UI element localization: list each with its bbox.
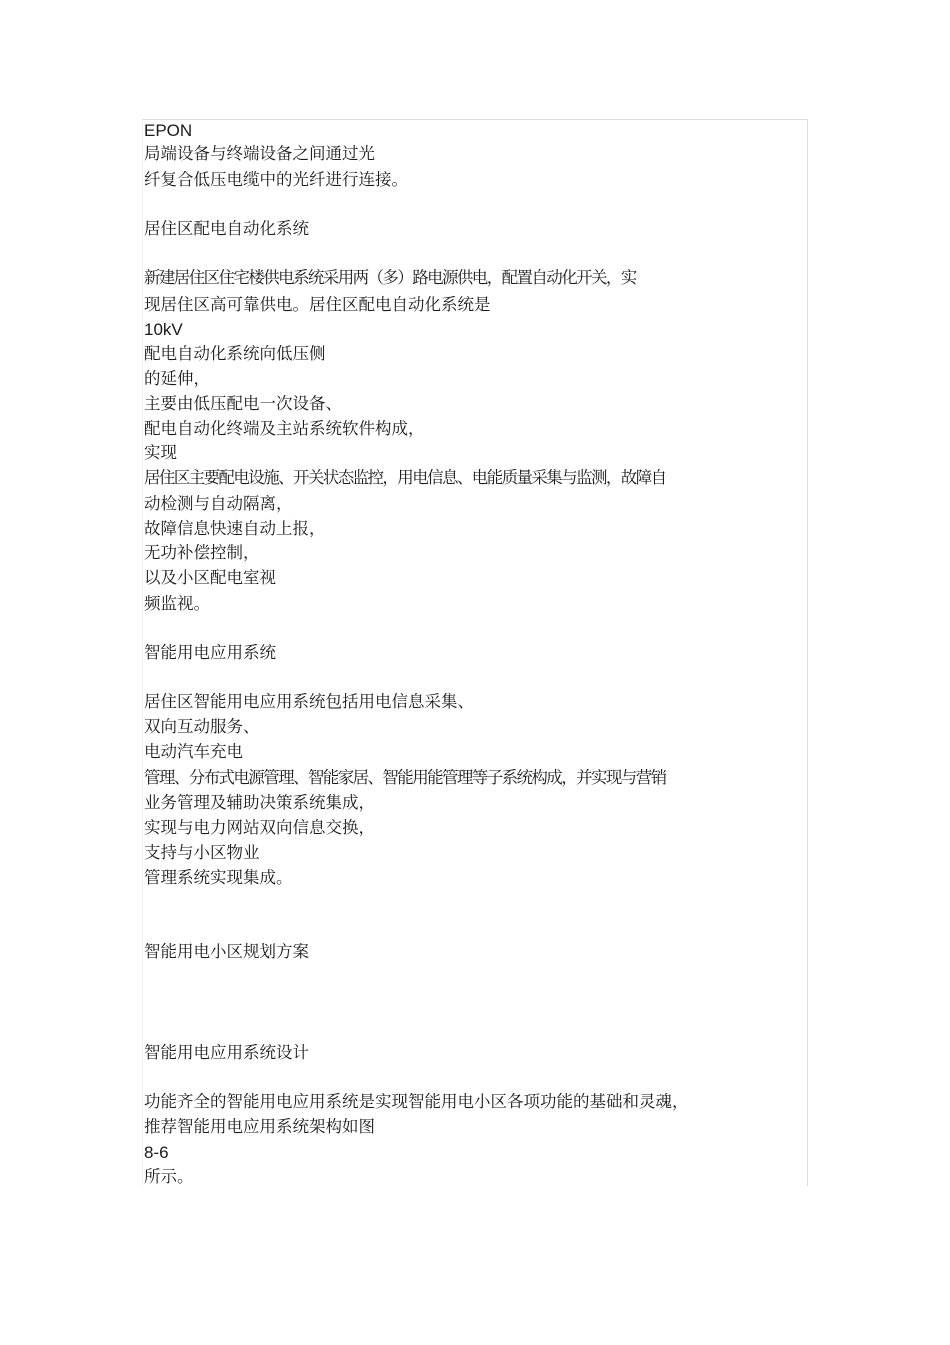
- text-line: 的延伸，: [144, 369, 210, 388]
- text-line: 动检测与自动隔离，: [144, 494, 293, 513]
- text-line: 以及小区配电室视: [144, 568, 276, 587]
- text-line: 无功补偿控制，: [144, 543, 260, 562]
- text-line: 主要由低压配电一次设备、: [144, 394, 342, 413]
- text-line: 频监视。: [144, 594, 210, 613]
- text-line: 居住区智能用电应用系统包括用电信息采集、: [144, 692, 474, 711]
- text-line: 电动汽车充电: [144, 742, 243, 761]
- text-line: 配电自动化终端及主站系统软件构成，: [144, 419, 425, 438]
- section-heading: 智能用电小区规划方案: [144, 942, 309, 961]
- text-line: 居住区主要配电设施、开关状态监控，用电信息、电能质量采集与监测，故障自: [144, 468, 666, 487]
- text-line: 双向互动服务、: [144, 717, 260, 736]
- text-line: 现居住区高可靠供电。居住区配电自动化系统是: [144, 295, 491, 314]
- text-line: 纤复合低压电缆中的光纤进行连接。: [144, 170, 408, 189]
- text-line: 局端设备与终端设备之间通过光: [144, 144, 375, 163]
- figure-ref: 8-6: [144, 1143, 169, 1162]
- text-line: 新建居住区住宅楼供电系统采用两（多）路电源供电，配置自动化开关，实: [144, 268, 636, 287]
- text-line: 故障信息快速自动上报，: [144, 519, 326, 538]
- text-line: 所示。: [144, 1167, 194, 1186]
- text-line-10kv: 10kV: [144, 320, 183, 339]
- text-line: 推荐智能用电应用系统架构如图: [144, 1117, 375, 1136]
- text-line: 管理系统实现集成。: [144, 868, 293, 887]
- text-line: 实现: [144, 443, 177, 462]
- text-line: 功能齐全的智能用电应用系统是实现智能用电小区各项功能的基础和灵魂，: [144, 1092, 689, 1111]
- section-heading: 智能用电应用系统: [144, 643, 276, 662]
- text-line: 配电自动化系统向低压侧: [144, 344, 326, 363]
- section-heading: 居住区配电自动化系统: [144, 219, 309, 238]
- text-line: 业务管理及辅助决策系统集成，: [144, 793, 375, 812]
- text-line: 管理、分布式电源管理、智能家居、智能用能管理等子系统构成，并实现与营销: [144, 768, 666, 787]
- text-line: 实现与电力网站双向信息交换，: [144, 818, 375, 837]
- text-line: 支持与小区物业: [144, 843, 260, 862]
- section-heading: 智能用电应用系统设计: [144, 1043, 309, 1062]
- text-line-epon: EPON: [144, 121, 193, 140]
